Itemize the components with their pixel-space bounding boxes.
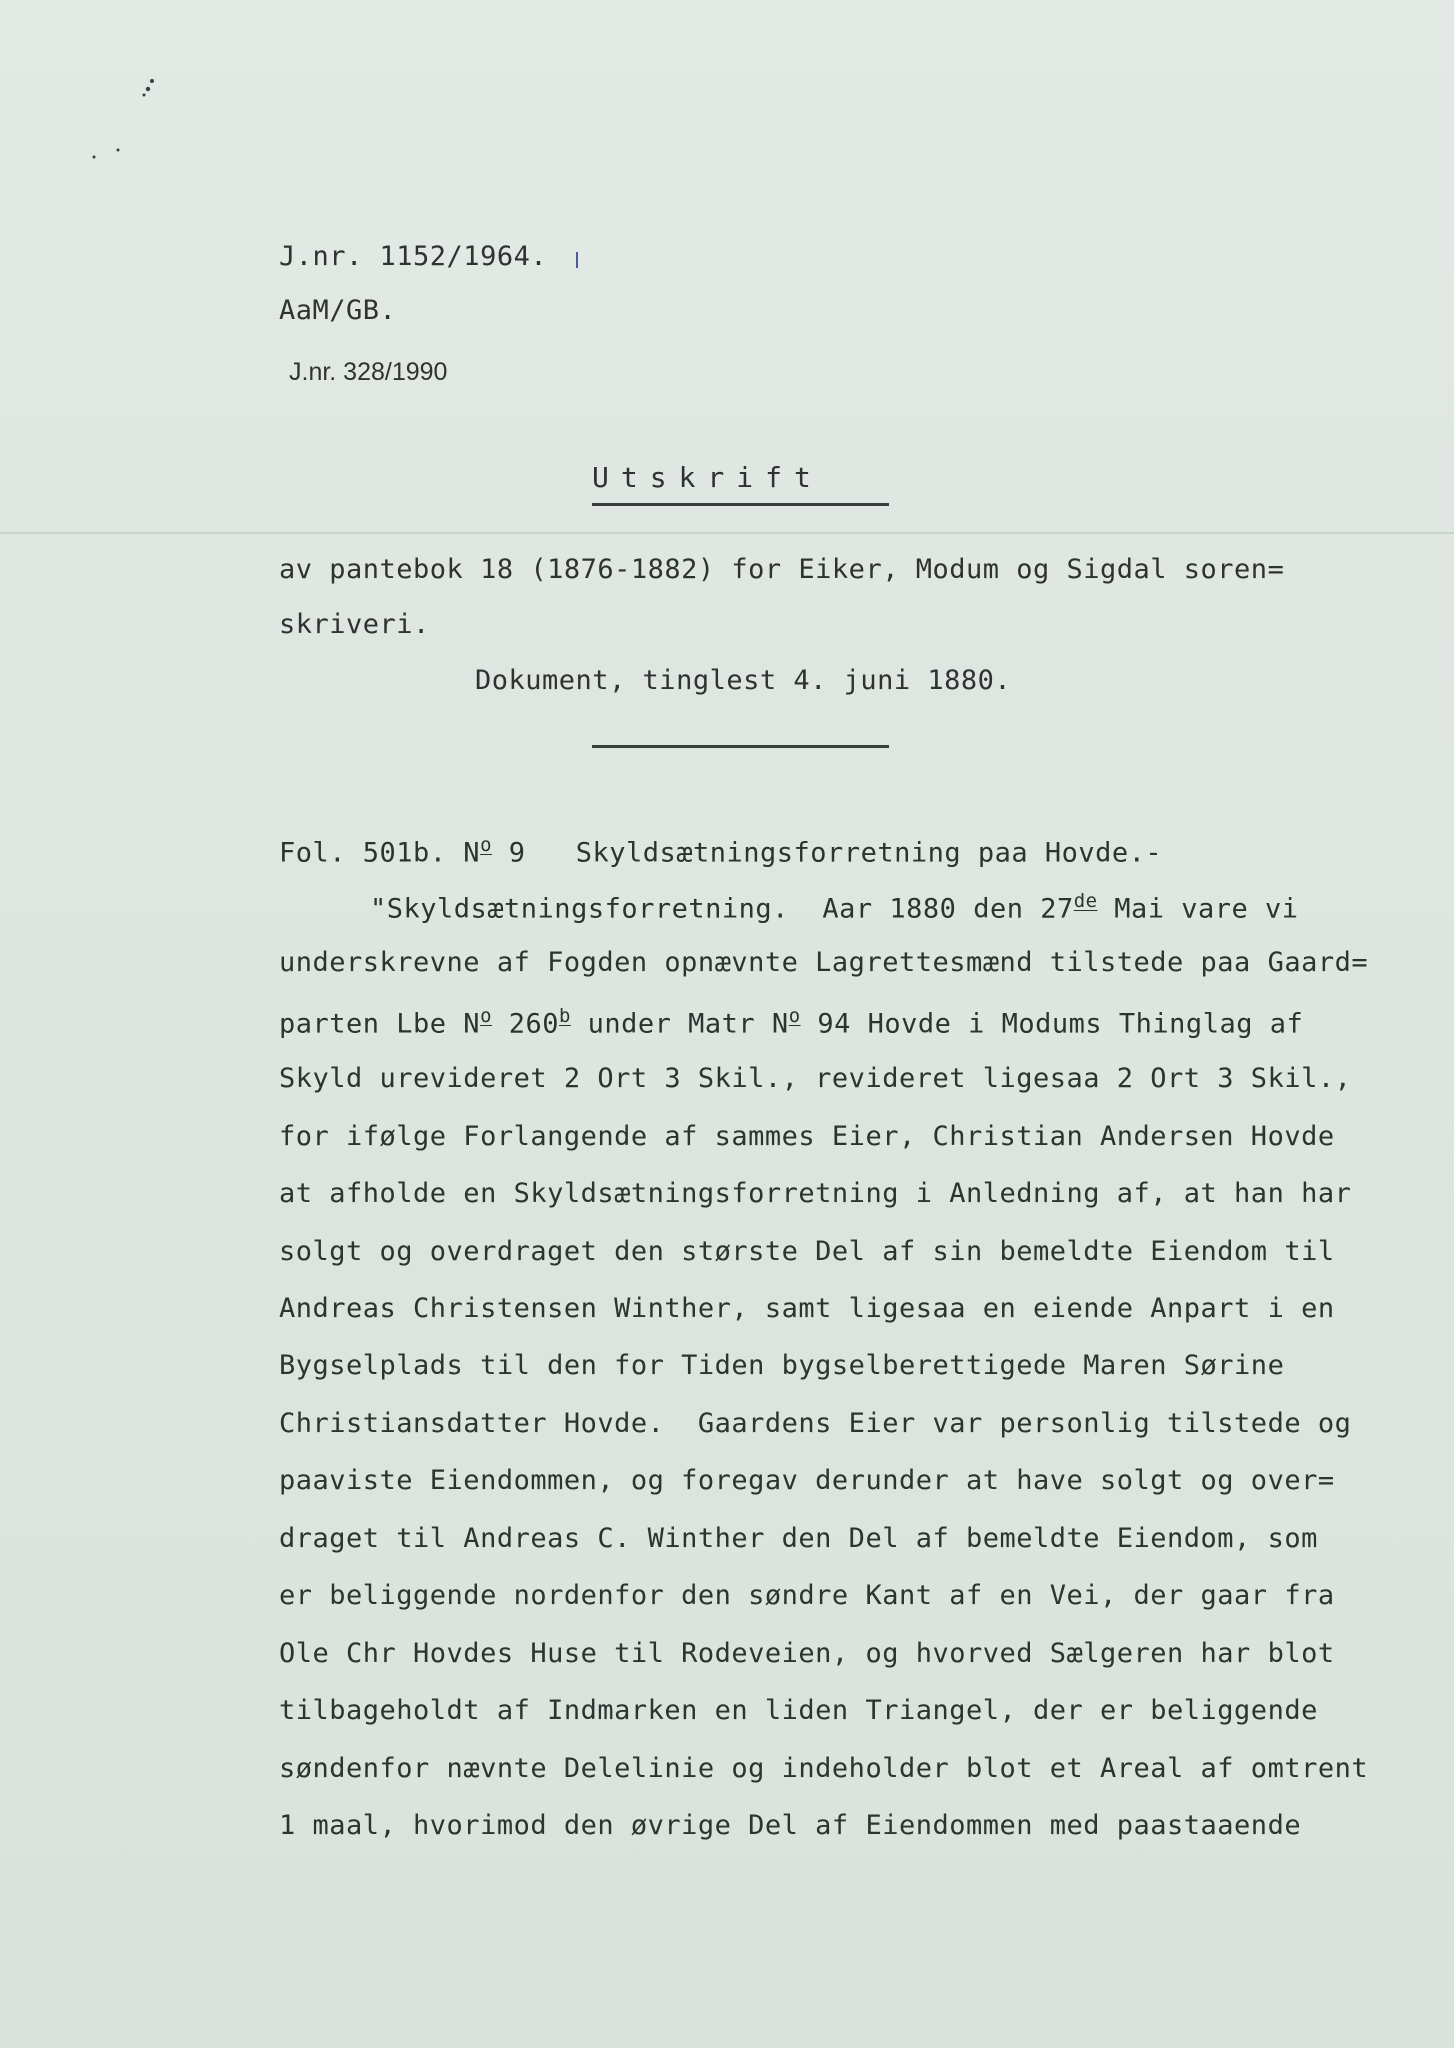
intro-line-2: skriveri. — [279, 609, 430, 640]
text-span: Mai vare vi — [1097, 893, 1299, 925]
body-line-7: at afholde en Skyldsætningsforretning i Anledning af, at han har — [279, 1178, 1352, 1209]
ink-mark — [576, 252, 578, 268]
body-line-10: Bygselplads til den for Tiden bygselberettigede Maren Sørine — [279, 1350, 1285, 1381]
body-line-11: Christiansdatter Hovde. Gaardens Eier var personlig tilstede og — [279, 1408, 1352, 1439]
body-line-12: paaviste Eiendommen, og foregav derunder at have solgt og over= — [279, 1465, 1335, 1496]
superscript: de — [1073, 890, 1098, 912]
body-line-9: Andreas Christensen Winther, samt ligesaa en eiende Anpart i en — [279, 1293, 1335, 1324]
text-span: under Matr N — [570, 1008, 789, 1040]
body-line-17: søndenfor nævnte Delelinie og indeholder blot et Areal af omtrent — [279, 1753, 1369, 1784]
intro-line-3: Dokument, tinglest 4. juni 1880. — [475, 665, 1012, 696]
body-line-16: tilbageholdt af Indmarken en liden Triangel, der er beliggende — [279, 1695, 1318, 1726]
body-line-6: for ifølge Forlangende af sammes Eier, Christian Andersen Hovde — [279, 1121, 1335, 1152]
document-title: Utskrift — [592, 461, 823, 494]
intro-line-1: av pantebok 18 (1876-1882) for Eiker, Modum og Sigdal soren= — [279, 554, 1285, 585]
journal-number-2: J.nr. 328/1990 — [289, 358, 448, 386]
superscript: o — [788, 1005, 801, 1027]
superscript: o — [480, 834, 492, 856]
body-line-15: Ole Chr Hovdes Huse til Rodeveien, og hvorved Sælgeren har blot — [279, 1638, 1335, 1669]
folio-ref: Fol. 501b. N — [279, 837, 481, 869]
superscript: o — [480, 1005, 492, 1027]
section-divider — [592, 745, 889, 748]
fold-line — [0, 532, 1454, 534]
text-span: 260 — [491, 1008, 559, 1040]
body-line-18: 1 maal, hvorimod den øvrige Del af Eiendommen med paastaaende — [279, 1810, 1302, 1841]
initials: AaM/GB. — [279, 295, 397, 326]
body-line-8: solgt og overdraget den største Del af sin bemeldte Eiendom til — [279, 1236, 1335, 1267]
text-span: "Skyldsætningsforretning. Aar 1880 den 27 — [370, 893, 1074, 925]
text-span: parten Lbe N — [279, 1008, 481, 1040]
ink-specks — [90, 75, 170, 165]
journal-number: J.nr. 1152/1964. — [279, 241, 548, 272]
body-line-5: Skyld urevideret 2 Ort 3 Skil., revideret ligesaa 2 Ort 3 Skil., — [279, 1063, 1352, 1094]
title-underline — [592, 503, 889, 506]
text-span: 94 Hovde i Modums Thinglag af — [800, 1008, 1304, 1040]
body-line-13: draget til Andreas C. Winther den Del af bemeldte Eiendom, som — [279, 1523, 1318, 1554]
superscript: b — [558, 1005, 571, 1027]
body-line-4 — [279, 1005, 1304, 1040]
body-line-14: er beliggende nordenfor den søndre Kant af en Vei, der gaar fra — [279, 1580, 1335, 1611]
entry-heading: 9 Skyldsætningsforretning paa Hovde.- — [491, 837, 1163, 869]
body-line-2 — [370, 890, 1299, 925]
body-line-1 — [279, 834, 1163, 869]
body-line-3: underskrevne af Fogden opnævnte Lagrettesmænd tilstede paa Gaard= — [279, 947, 1369, 978]
